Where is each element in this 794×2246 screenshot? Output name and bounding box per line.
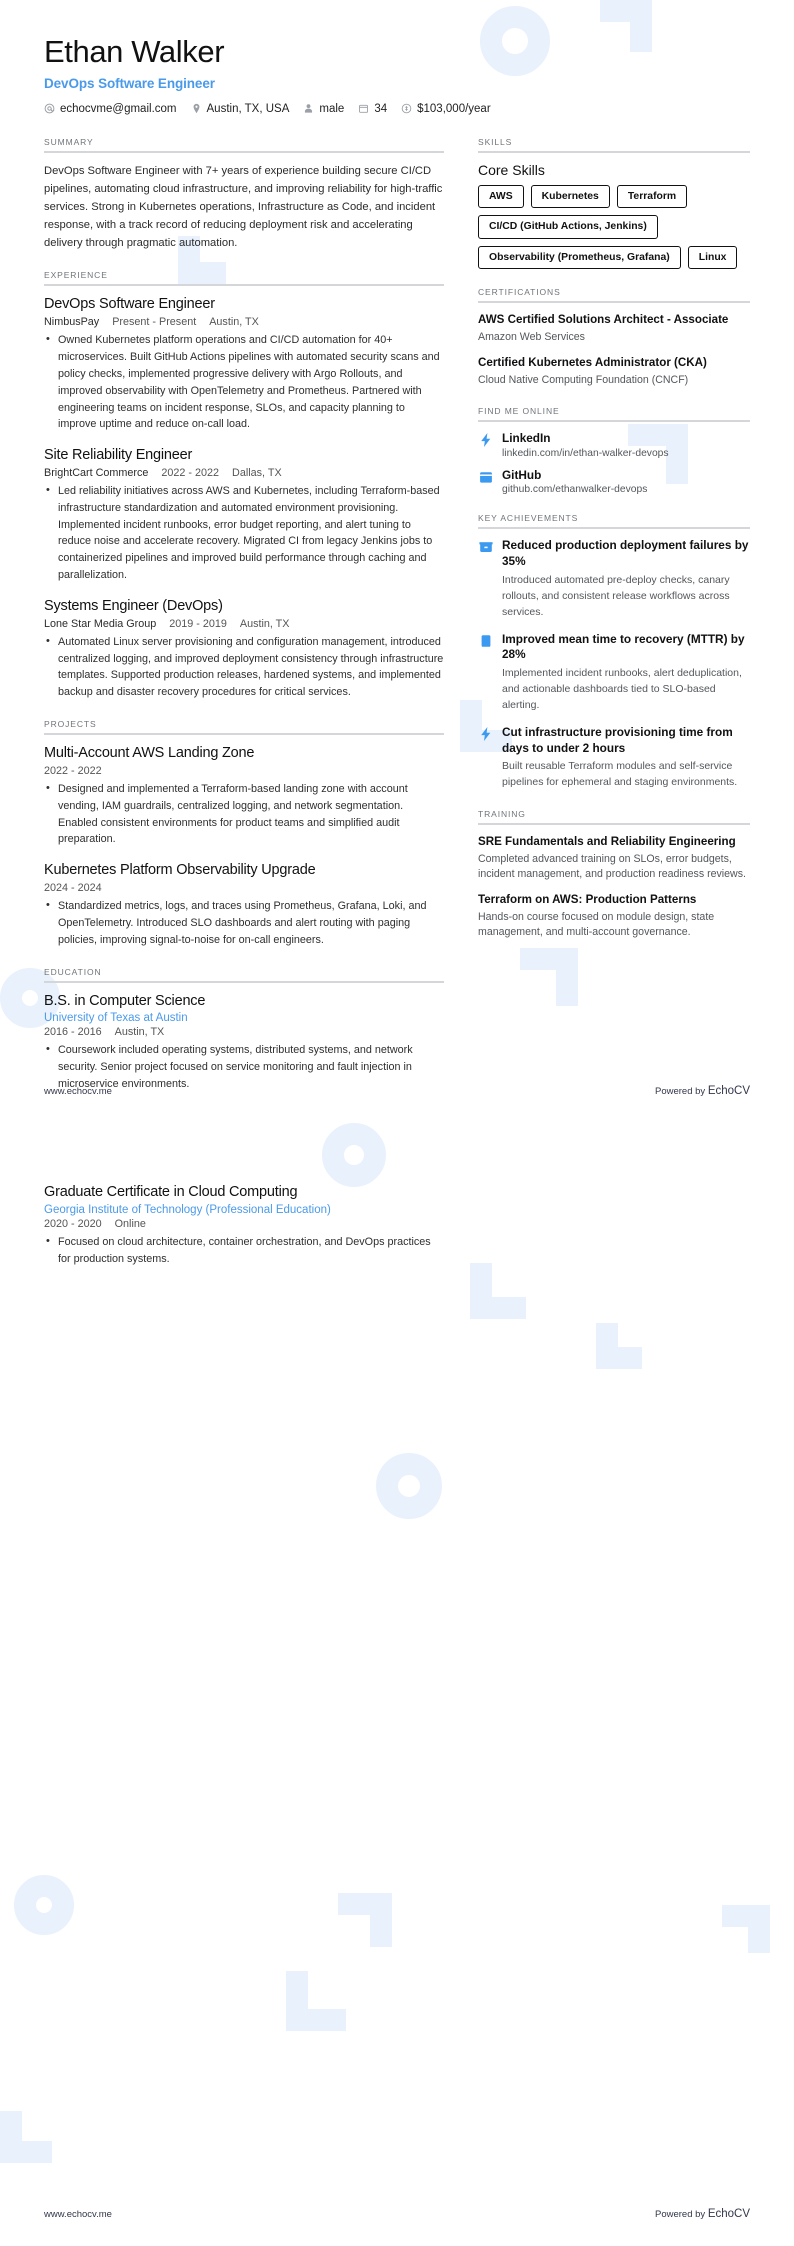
contact-email <box>44 103 177 115</box>
experience-entry <box>44 446 444 584</box>
online-profile-url[interactable]: linkedin.com/in/ethan-walker-devops <box>502 447 669 459</box>
experience-org: Lone Star Media Group <box>44 617 157 630</box>
online-profile-url[interactable]: github.com/ethanwalker-devops <box>502 484 648 496</box>
certification-issuer: Cloud Native Computing Foundation (CNCF) <box>478 373 689 386</box>
experience-location: Dallas, TX <box>232 467 282 479</box>
section-rule <box>44 981 444 983</box>
project-meta <box>44 765 444 777</box>
section-title-find-me-online: FIND ME ONLINE <box>478 405 560 416</box>
section-training <box>478 809 750 941</box>
education-entry <box>44 992 444 1093</box>
contact-location <box>191 103 290 115</box>
certification-name: AWS Certified Solutions Architect - Associate <box>478 312 729 326</box>
skill-tag: Observability (Prometheus, Grafana) <box>478 246 681 269</box>
bullet-item: • Focused on cloud architecture, container orchestration, and DevOps practices for production systems. <box>56 1234 444 1268</box>
contact-age <box>358 103 387 115</box>
watermark-bracket-8 <box>338 1893 392 1947</box>
section-certifications <box>478 287 750 388</box>
watermark-bracket-9 <box>286 1971 346 2031</box>
salary-icon <box>401 103 412 114</box>
section-rule <box>478 151 750 153</box>
training-name: Terraform on AWS: Production Patterns <box>478 893 697 907</box>
online-profile-linkedin[interactable] <box>478 431 750 459</box>
age-icon <box>358 103 369 114</box>
bullet-item: • Coursework included operating systems, distributed systems, and network security. Senior project focused on service monitoring and fault injection in microservice environments. <box>56 1042 444 1092</box>
experience-entry <box>44 295 444 433</box>
achievement-title: Reduced production deployment failures by 35% <box>502 538 749 569</box>
section-summary <box>44 137 444 253</box>
achievement-entry <box>478 538 750 620</box>
education-school[interactable]: University of Texas at Austin <box>44 1012 188 1025</box>
resume-body <box>44 137 750 1111</box>
left-column <box>44 137 444 1111</box>
contact-age-value: 34 <box>374 102 388 115</box>
clipboard-icon <box>478 633 494 649</box>
experience-meta <box>44 618 444 630</box>
experience-bullets <box>44 332 444 433</box>
contact-gender <box>303 103 344 115</box>
bullet-item: • Designed and implemented a Terraform-based landing zone with account vending, IAM guardrails, centralized logging, and network segmentation. Enabled consistent environments for product teams and simplified audit preparation. <box>56 781 444 848</box>
resume-page-2 <box>0 1123 794 2246</box>
experience-location: Austin, TX <box>209 316 259 329</box>
bullet-item: • Owned Kubernetes platform operations and CI/CD automation for 40+ microservices. Built GitHub Actions pipelines with automated security scans and policy checks, implemented progressive delivery with Argo Rollouts, and improved observability with OpenTelemetry and Prometheus. Partnered with engineering teams on incident response, SLOs, and capacity planning to improve uptime and reduce on-call load. <box>56 332 444 433</box>
candidate-headline: DevOps Software Engineer <box>44 75 215 91</box>
training-description: Completed advanced training on SLOs, error budgets, incident management, and production readiness reviews. <box>478 852 746 880</box>
contact-salary <box>401 103 491 115</box>
section-rule <box>44 151 444 153</box>
online-profile-name: LinkedIn <box>502 430 551 445</box>
watermark-bracket-10 <box>722 1905 770 1953</box>
experience-location: Austin, TX <box>239 617 290 630</box>
bullet-item: • Automated Linux server provisioning and configuration management, introduced centralized logging, and improved deployment consistency through infrastructure templates. Supported production releases, hardened systems, and implemented backup and disaster recovery procedures for critical services. <box>56 634 444 701</box>
bullet-item: • Standardized metrics, logs, and traces using Prometheus, Grafana, Loki, and OpenTelemetry. Introduced SLO dashboards and alert routing with paging policies, improving signal-to-noise for on-call engineers. <box>56 898 444 948</box>
watermark-o-5 <box>14 1875 74 1935</box>
section-title-education: EDUCATION <box>44 966 102 977</box>
skill-tag: Kubernetes <box>531 185 610 208</box>
achievement-description: Implemented incident runbooks, alert deduplication, and actionable dashboards tied to SLO-based alerting. <box>502 667 742 711</box>
candidate-name: Ethan Walker <box>44 34 225 69</box>
experience-dates: Present - Present <box>112 316 197 329</box>
footer-brand-name: EchoCV <box>707 1085 750 1097</box>
page-footer <box>44 1085 750 1097</box>
section-education-continued <box>44 1183 444 1268</box>
skill-tag: CI/CD (GitHub Actions, Jenkins) <box>478 215 658 238</box>
experience-dates: 2019 - 2019 <box>169 617 227 630</box>
section-title-summary: SUMMARY <box>44 136 94 147</box>
training-entry <box>478 834 750 882</box>
calendar-icon <box>478 469 494 485</box>
footer-website[interactable]: www.echocv.me <box>44 1086 112 1097</box>
education-dates: 2020 - 2020 <box>44 1217 102 1230</box>
footer-powered-by <box>655 1085 750 1097</box>
education-location: Online <box>114 1217 146 1230</box>
certification-name: Certified Kubernetes Administrator (CKA) <box>478 355 707 369</box>
project-meta <box>44 882 444 894</box>
bolt-icon <box>478 726 494 742</box>
project-name: Multi-Account AWS Landing Zone <box>44 745 255 762</box>
section-title-projects: PROJECTS <box>44 719 97 730</box>
watermark-o-4 <box>376 1453 442 1519</box>
section-title-certifications: CERTIFICATIONS <box>478 286 561 297</box>
experience-meta <box>44 467 444 479</box>
online-profile-github[interactable] <box>478 468 750 496</box>
email-icon <box>44 103 55 114</box>
footer-powered-by <box>655 2208 750 2220</box>
education-meta <box>44 1218 444 1230</box>
skills-group-title: Core Skills <box>478 161 545 178</box>
experience-entry <box>44 597 444 701</box>
footer-powered-prefix: Powered by <box>655 1086 708 1097</box>
experience-meta <box>44 316 444 328</box>
skill-tag: AWS <box>478 185 524 208</box>
experience-role: Site Reliability Engineer <box>44 447 193 464</box>
location-icon <box>191 103 202 114</box>
experience-org: BrightCart Commerce <box>44 467 149 479</box>
education-bullets <box>44 1234 444 1268</box>
section-title-experience: EXPERIENCE <box>44 270 108 281</box>
resume-header <box>44 34 750 115</box>
footer-brand-name: EchoCV <box>707 2208 750 2220</box>
certification-entry <box>478 355 750 388</box>
experience-role: Systems Engineer (DevOps) <box>44 597 223 614</box>
section-title-skills: SKILLS <box>478 136 513 147</box>
education-degree: B.S. in Computer Science <box>44 992 206 1009</box>
experience-dates: 2022 - 2022 <box>161 467 220 479</box>
online-profile-name: GitHub <box>502 467 542 482</box>
skill-tag: Linux <box>688 246 738 269</box>
section-find-me-online <box>478 406 750 495</box>
experience-bullets <box>44 634 444 701</box>
education-school[interactable]: Georgia Institute of Technology (Professional Education) <box>44 1203 331 1216</box>
page-2-content <box>0 1123 794 1286</box>
project-dates: 2024 - 2024 <box>44 882 102 895</box>
section-education <box>44 967 444 1093</box>
section-experience <box>44 270 444 701</box>
section-rule <box>44 284 444 286</box>
certification-entry <box>478 312 750 345</box>
footer-powered-prefix: Powered by <box>655 2209 708 2220</box>
project-name: Kubernetes Platform Observability Upgrade <box>44 862 316 879</box>
section-key-achievements <box>478 513 750 791</box>
bullet-item: • Led reliability initiatives across AWS and Kubernetes, including Terraform-based infrastructure standardization and automated environment provisioning. Implemented incident runbooks, error budget reporting, and alert tuning to reduce noise and accelerate recovery. Migrated CI from legacy Jenkins jobs to containerized pipelines and improved build performance through caching and parallelization. <box>56 483 444 584</box>
summary-text: DevOps Software Engineer with 7+ years of experience building secure CI/CD pipelines, automating cloud infrastructure, and improving reliability for high-traffic services. Strong in Kubernetes operations, Infrastructure as Code, and incident response, with a track record of reducing deployment risk and accelerating delivery through pragmatic automation. <box>44 164 443 250</box>
education-degree: Graduate Certificate in Cloud Computing <box>44 1184 298 1200</box>
achievement-description: Built reusable Terraform modules and self-service pipelines for ephemeral and staging environments. <box>502 760 738 789</box>
training-description: Hands-on course focused on module design, state management, and multi-account governance. <box>478 910 715 939</box>
section-rule <box>478 823 750 825</box>
watermark-bracket-11 <box>0 2111 52 2163</box>
training-name: SRE Fundamentals and Reliability Engineering <box>478 834 736 848</box>
section-rule <box>44 733 444 735</box>
gender-icon <box>303 103 314 114</box>
contact-location-value: Austin, TX, USA <box>206 102 290 115</box>
section-rule <box>478 420 750 422</box>
project-entry <box>44 861 444 948</box>
training-entry <box>478 892 750 940</box>
left-column-page2 <box>44 1183 444 1286</box>
experience-org: NimbusPay <box>44 316 100 329</box>
page-1-content <box>0 0 794 1111</box>
skill-tag: Terraform <box>617 185 687 208</box>
project-dates: 2022 - 2022 <box>44 764 102 777</box>
footer-website[interactable]: www.echocv.me <box>44 2209 112 2220</box>
achievement-description: Introduced automated pre-deploy checks, canary rollouts, and consistent release workflows across services. <box>502 574 730 618</box>
watermark-bracket-7 <box>596 1323 642 1369</box>
project-entry <box>44 744 444 848</box>
project-bullets <box>44 781 444 848</box>
education-location: Austin, TX <box>114 1026 165 1039</box>
achievement-entry <box>478 725 750 791</box>
education-dates: 2016 - 2016 <box>44 1026 102 1039</box>
page-footer <box>44 2208 750 2220</box>
contact-gender-value: male <box>319 102 345 115</box>
experience-bullets <box>44 483 444 584</box>
section-rule <box>478 301 750 303</box>
box-icon <box>478 539 494 555</box>
skill-tag-list <box>478 185 750 269</box>
contact-row <box>44 103 750 115</box>
section-projects <box>44 719 444 948</box>
education-meta <box>44 1026 444 1038</box>
section-rule <box>478 527 750 529</box>
contact-email-value: echocvme@gmail.com <box>60 102 177 115</box>
project-bullets <box>44 898 444 948</box>
achievement-title: Improved mean time to recovery (MTTR) by 28% <box>502 631 745 662</box>
certification-issuer: Amazon Web Services <box>478 330 585 343</box>
contact-salary-value: $103,000/year <box>417 102 491 115</box>
education-entry <box>44 1183 444 1268</box>
achievement-entry <box>478 632 750 714</box>
bolt-icon <box>478 432 494 448</box>
achievement-title: Cut infrastructure provisioning time from days to under 2 hours <box>502 724 733 755</box>
resume-body-page2 <box>44 1183 750 1286</box>
section-title-key-achievements: KEY ACHIEVEMENTS <box>478 513 579 524</box>
section-skills <box>478 137 750 269</box>
right-column <box>478 137 750 959</box>
section-title-training: TRAINING <box>478 808 526 819</box>
experience-role: DevOps Software Engineer <box>44 296 215 313</box>
